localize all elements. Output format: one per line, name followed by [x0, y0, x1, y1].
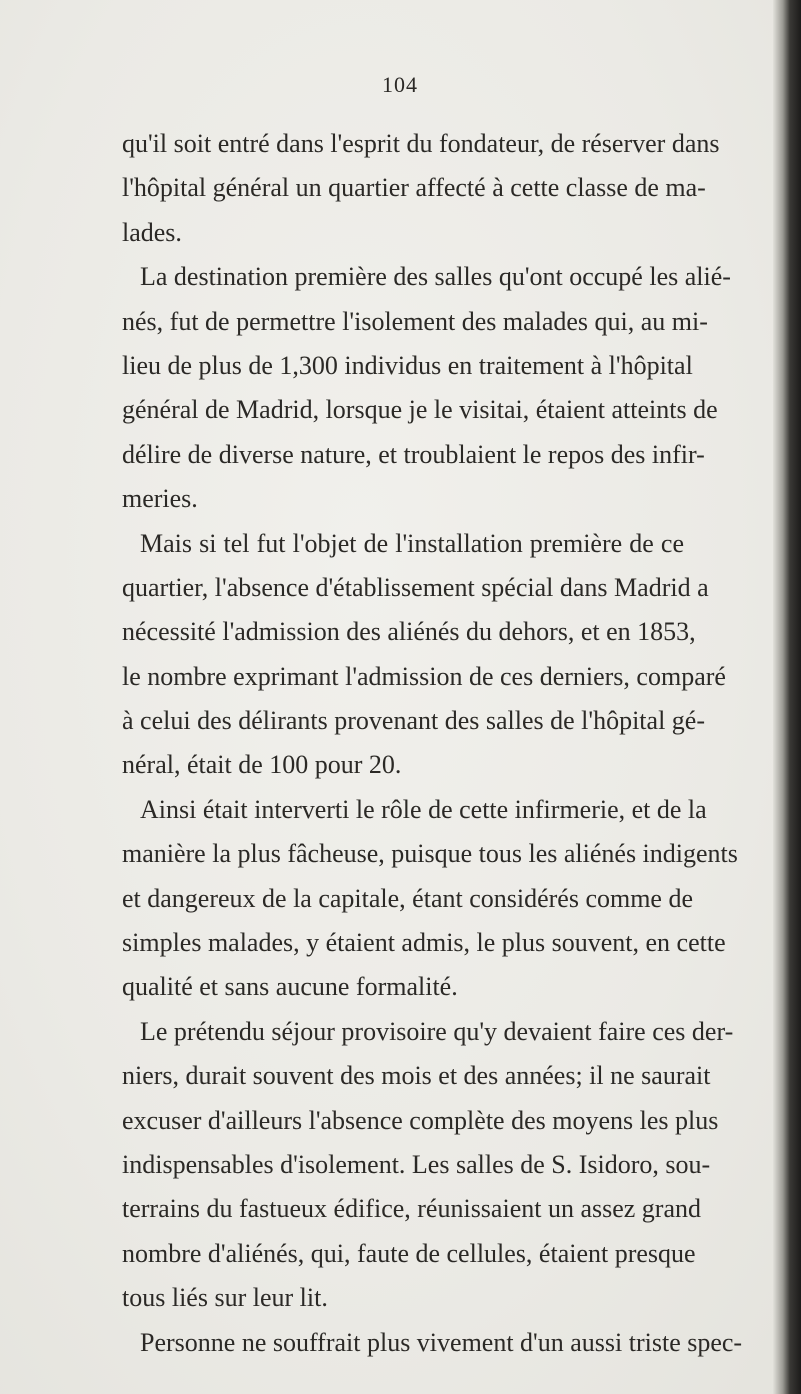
text-line: lieu de plus de 1,300 individus en traitement à l'hôpital	[122, 350, 693, 380]
page-number: 104	[382, 72, 418, 97]
text-line: niers, durait souvent des mois et des années; il ne saurait	[122, 1061, 711, 1091]
book-binding-edge	[773, 0, 801, 1394]
text-line: excuser d'ailleurs l'absence complète des moyens les plus	[122, 1105, 719, 1135]
text-line: néral, était de 100 pour 20.	[122, 750, 402, 780]
text-line: l'hôpital général un quartier affecté à cette classe de ma-	[122, 173, 706, 203]
text-line: à celui des délirants provenant des salles de l'hôpital gé-	[122, 706, 705, 736]
text-line: délire de diverse nature, et troublaient le repos des infir-	[122, 439, 705, 469]
text-line: Le prétendu séjour provisoire qu'y devaient faire ces der-	[140, 1016, 734, 1046]
text-line: manière la plus fâcheuse, puisque tous les aliénés indigents	[122, 839, 738, 869]
text-line: La destination première des salles qu'ont occupé les alié-	[140, 262, 731, 292]
text-line: quartier, l'absence d'établissement spécial dans Madrid a	[122, 572, 709, 602]
text-line: indispensables d'isolement. Les salles de S. Isidoro, sou-	[122, 1149, 711, 1179]
text-line: Personne ne souffrait plus vivement d'un aussi triste spec-	[140, 1327, 743, 1357]
text-line: nés, fut de permettre l'isolement des malades qui, au mi-	[122, 306, 708, 336]
text-line: et dangereux de la capitale, étant considérés comme de	[122, 883, 694, 913]
text-line: le nombre exprimant l'admission de ces derniers, comparé	[122, 661, 726, 691]
text-line: tous liés sur leur lit.	[122, 1283, 328, 1313]
text-line: qu'il soit entré dans l'esprit du fondateur, de réserver dans	[122, 129, 720, 158]
text-line: simples malades, y étaient admis, le plus souvent, en cette	[122, 928, 726, 958]
text-line: Mais si tel fut l'objet de l'installation première de ce	[140, 528, 684, 558]
text-line: qualité et sans aucune formalité.	[122, 972, 458, 1002]
text-line: nécessité l'admission des aliénés du dehors, et en 1853,	[122, 617, 696, 647]
text-line: Ainsi était interverti le rôle de cette infirmerie, et de la	[140, 794, 707, 824]
text-line: nombre d'aliénés, qui, faute de cellules, étaient presque	[122, 1238, 696, 1268]
text-line: meries.	[122, 484, 198, 514]
text-line: général de Madrid, lorsque je le visitai, étaient atteints de	[122, 395, 718, 425]
text-line: terrains du fastueux édifice, réunissaient un assez grand	[122, 1194, 702, 1224]
body-text	[122, 122, 743, 1365]
text-line: lades.	[122, 217, 182, 247]
